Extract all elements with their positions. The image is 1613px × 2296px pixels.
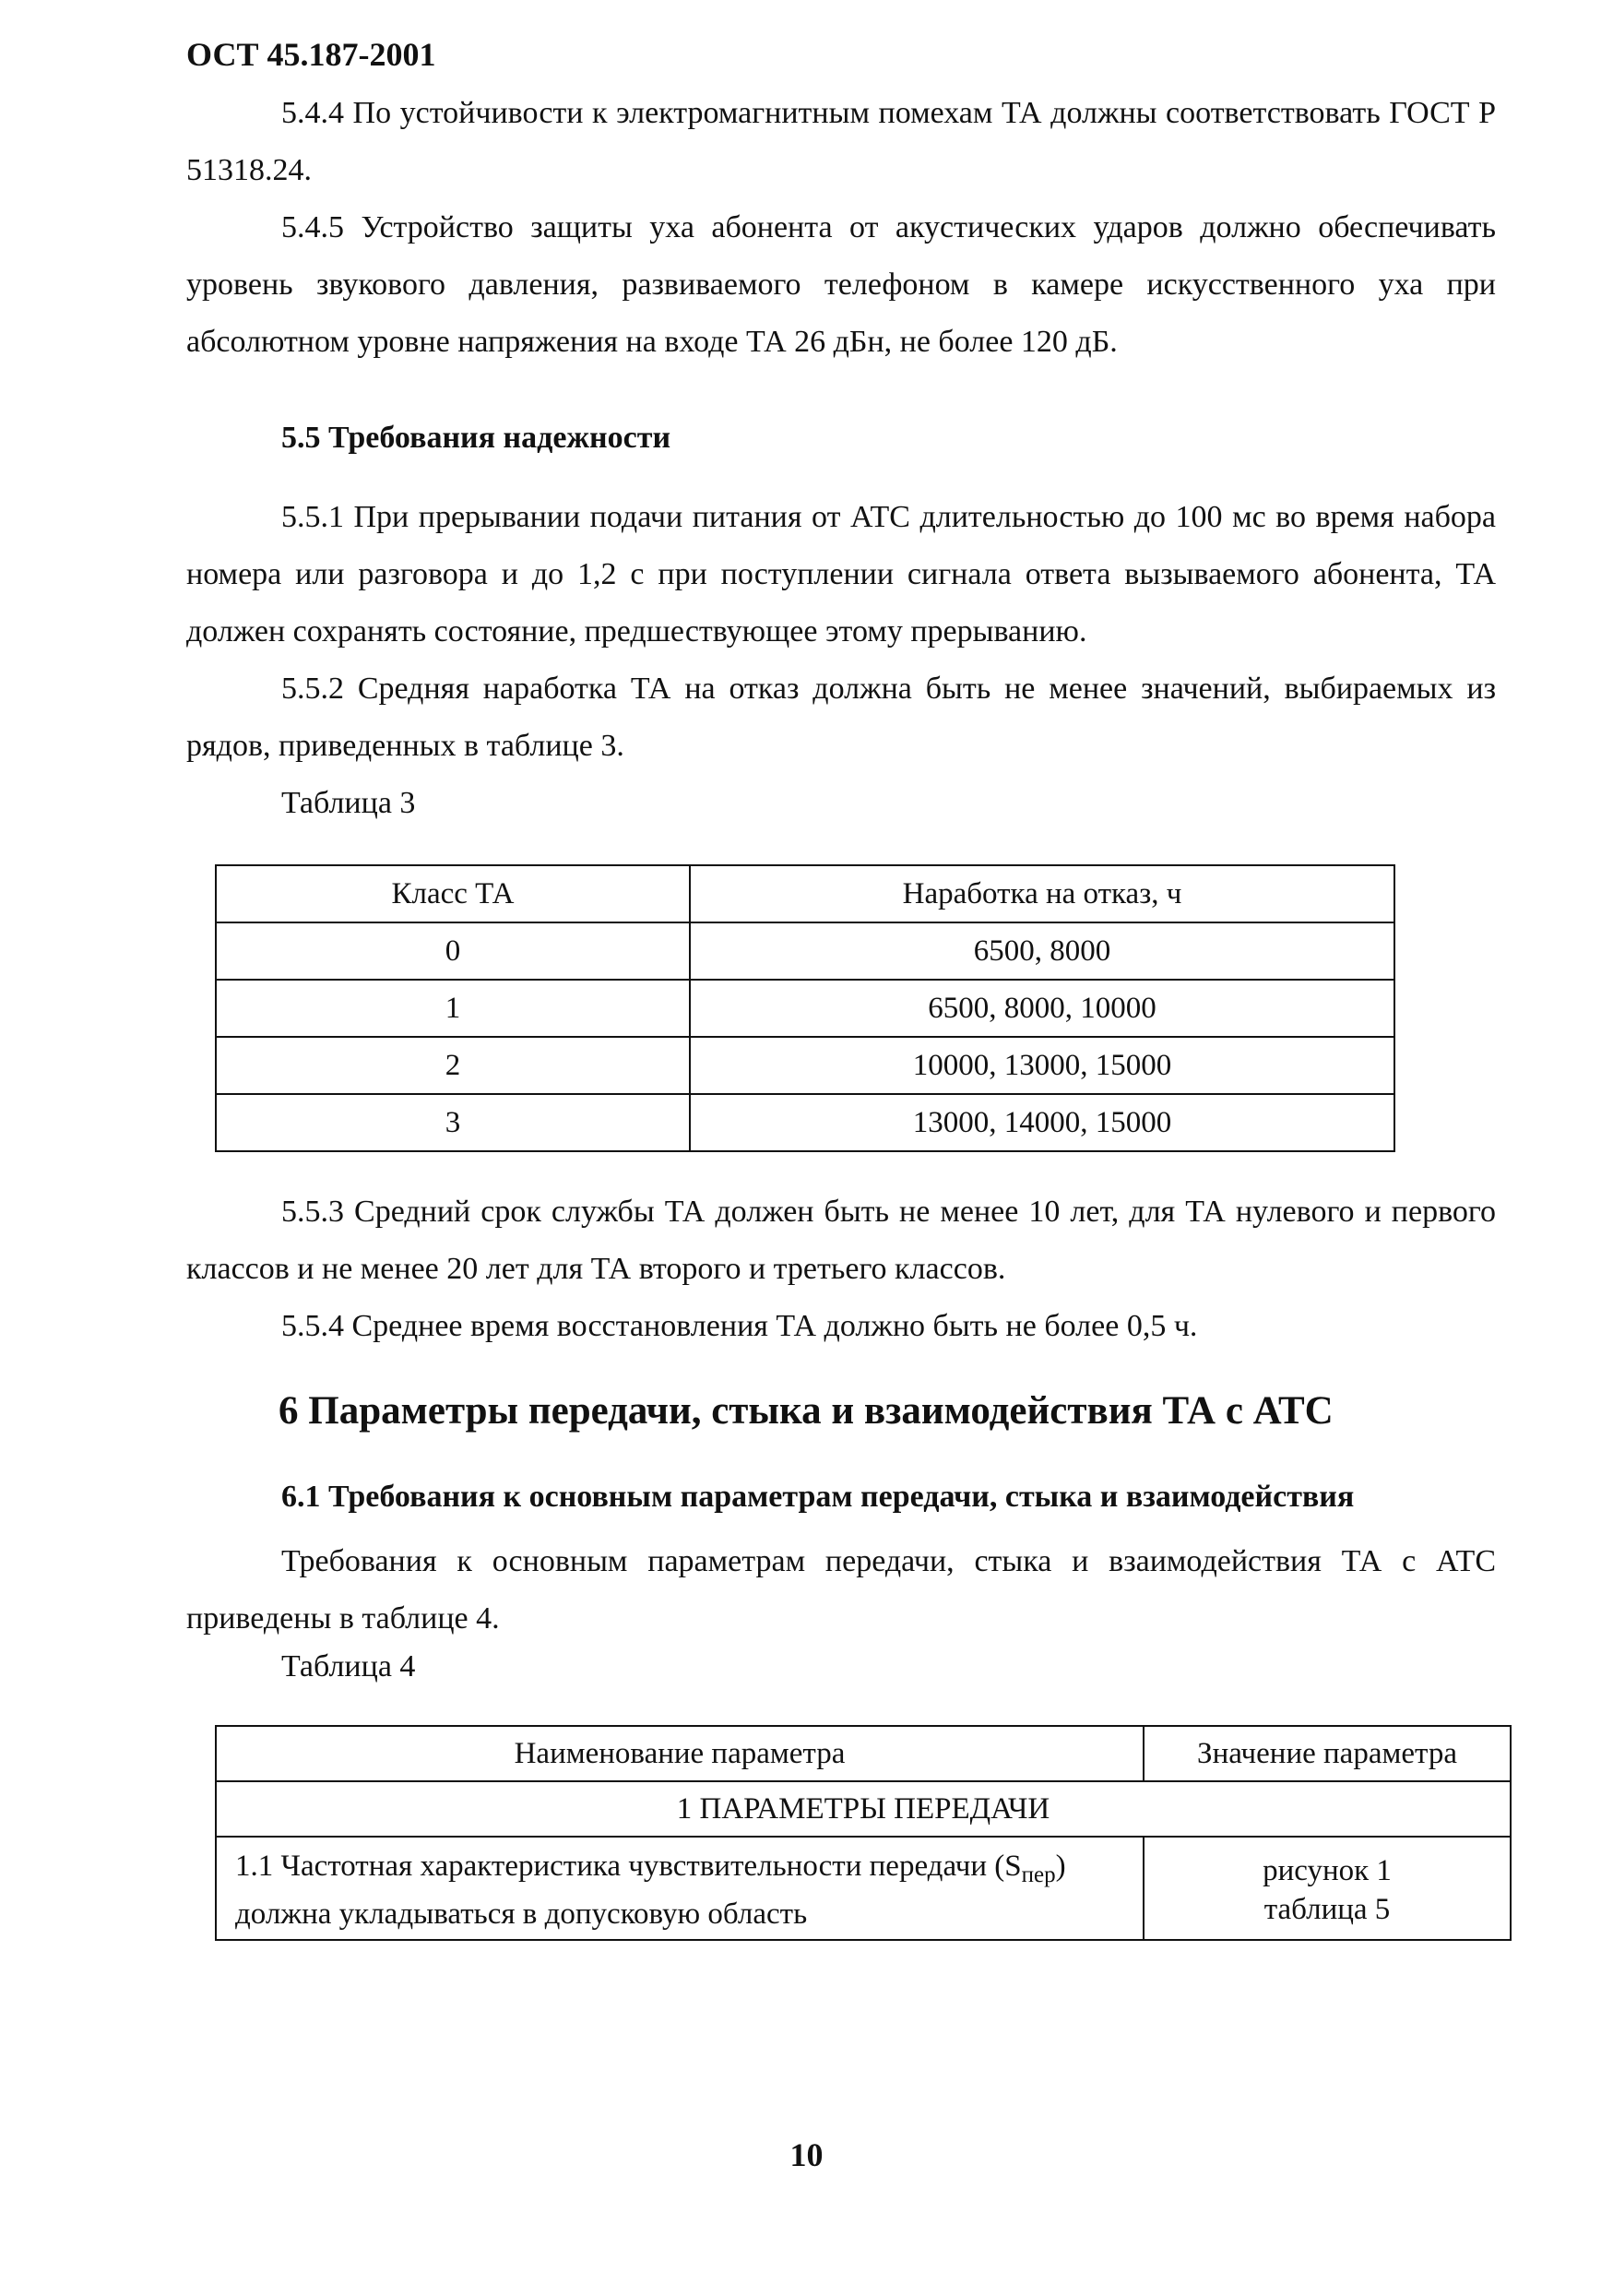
parameter-value-line1: рисунок 1 bbox=[1263, 1854, 1392, 1887]
parameter-subscript: пер bbox=[1021, 1862, 1056, 1887]
table-cell: 3 bbox=[216, 1094, 690, 1151]
heading-5-5: 5.5 Требования надежности bbox=[281, 421, 671, 455]
parameter-name-close: ) bbox=[1055, 1850, 1066, 1883]
document-code: ОСТ 45.187-2001 bbox=[186, 36, 436, 73]
parameter-name-line2: должна укладываться в допусковую область bbox=[235, 1897, 808, 1931]
heading-6-1: 6.1 Требования к основным параметрам передачи, стыка и взаимодействия bbox=[281, 1480, 1355, 1514]
header-cell: Наработка на отказ, ч bbox=[690, 865, 1394, 922]
parameter-name-text: 1.1 Частотная характеристика чувствительности передачи (S bbox=[235, 1850, 1022, 1883]
section-cell: 1 ПАРАМЕТРЫ ПЕРЕДАЧИ bbox=[216, 1781, 1511, 1837]
table-cell: 13000, 14000, 15000 bbox=[690, 1094, 1394, 1151]
heading-section-6: 6 Параметры передачи, стыка и взаимодействия ТА с АТС bbox=[279, 1389, 1334, 1433]
table-cell: 1 bbox=[216, 980, 690, 1037]
paragraph-6-1: Требования к основным параметрам передачи, стыка и взаимодействия ТА с АТС приведены в таблице 4. bbox=[186, 1544, 1496, 1636]
table-cell: 2 bbox=[216, 1037, 690, 1094]
table-4-caption: Таблица 4 bbox=[281, 1649, 416, 1683]
paragraph-5-5-1: 5.5.1 При прерывании подачи питания от АТС длительностью до 100 мс во время набора номера или разговора и до 1,2 с при поступлении сигнала ответа вызываемого абонента, ТА должен сохранять состояние, предшествующее этому прерыванию. bbox=[186, 500, 1496, 648]
table-row bbox=[216, 1837, 1511, 1940]
table-row bbox=[216, 1094, 1394, 1151]
table-section-row bbox=[216, 1781, 1511, 1837]
parameter-value-line2: таблица 5 bbox=[1263, 1893, 1391, 1926]
page-number: 10 bbox=[789, 2136, 824, 2173]
parameter-name-cell bbox=[216, 1837, 1144, 1940]
table-row bbox=[216, 922, 1394, 980]
table-3-caption: Таблица 3 bbox=[281, 786, 416, 820]
table-row bbox=[216, 980, 1394, 1037]
paragraph-5-4-5: 5.4.5 Устройство защиты уха абонента от акустических ударов должно обеспечивать уровень звукового давления, развиваемого телефоном в камере искусственного уха при абсолютном уровне напряжения на входе ТА 26 дБн, не более 120 дБ. bbox=[186, 210, 1496, 359]
table-4 bbox=[215, 1725, 1512, 1941]
table-cell: 0 bbox=[216, 922, 690, 980]
table-3 bbox=[215, 864, 1395, 1152]
header-cell: Наименование параметра bbox=[216, 1726, 1144, 1781]
paragraph-5-4-4: 5.4.4 По устойчивости к электромагнитным помехам ТА должны соответствовать ГОСТ Р 51318.24. bbox=[186, 96, 1496, 187]
paragraph-5-5-3: 5.5.3 Средний срок службы ТА должен быть не менее 10 лет, для ТА нулевого и первого классов и не менее 20 лет для ТА второго и третьего классов. bbox=[186, 1195, 1496, 1286]
table-header-row bbox=[216, 865, 1394, 922]
paragraph-5-5-4: 5.5.4 Среднее время восстановления ТА должно быть не более 0,5 ч. bbox=[281, 1309, 1198, 1343]
header-cell: Класс ТА bbox=[216, 865, 690, 922]
paragraph-5-5-2: 5.5.2 Средняя наработка ТА на отказ должна быть не менее значений, выбираемых из рядов, приведенных в таблице 3. bbox=[186, 672, 1496, 763]
table-cell: 6500, 8000, 10000 bbox=[690, 980, 1394, 1037]
table-cell: 10000, 13000, 15000 bbox=[690, 1037, 1394, 1094]
table-header-row bbox=[216, 1726, 1511, 1781]
header-cell: Значение параметра bbox=[1144, 1726, 1511, 1781]
table-cell: 6500, 8000 bbox=[690, 922, 1394, 980]
parameter-value-cell bbox=[1144, 1837, 1511, 1940]
table-row bbox=[216, 1037, 1394, 1094]
